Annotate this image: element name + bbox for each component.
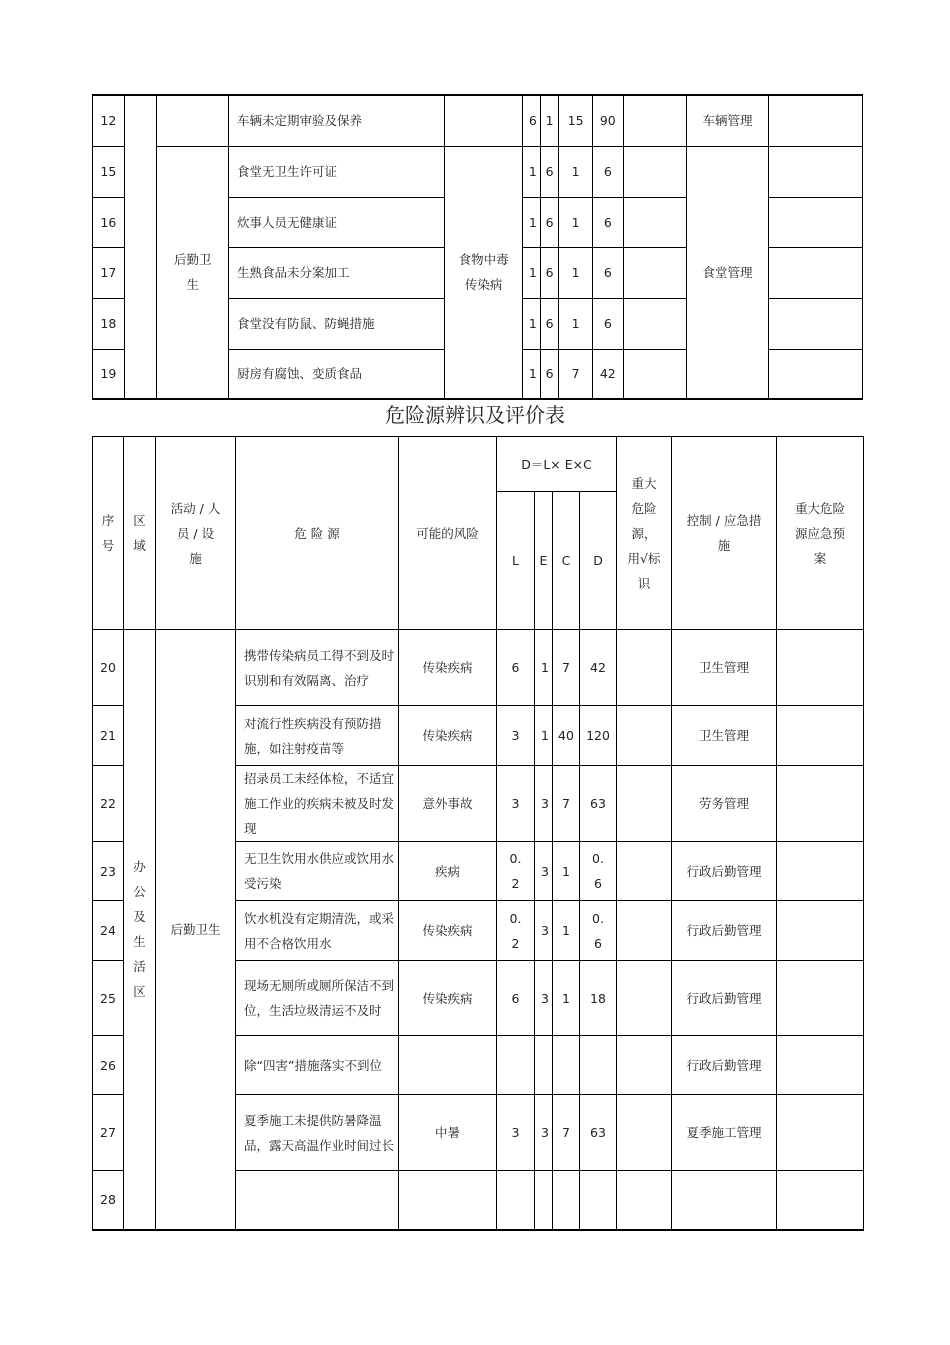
l-value: 6	[497, 961, 535, 1036]
header-control: 控制 / 应急措施	[672, 437, 777, 630]
hazard-cell: 现场无厕所或厕所保洁不到位，生活垃圾清运不及时	[236, 961, 399, 1036]
row-number: 26	[93, 1036, 124, 1095]
d-value: 6	[592, 197, 623, 247]
major-mark	[623, 197, 686, 247]
d-value: 90	[592, 95, 623, 146]
d-value: 120	[580, 706, 617, 766]
major-mark	[623, 247, 686, 298]
l-value: 3	[497, 1095, 535, 1171]
major-mark	[617, 842, 672, 901]
hazard-cell: 招录员工未经体检，不适宜施工作业的疾病未被及时发现	[236, 766, 399, 842]
hazard-cell: 生熟食品未分案加工	[228, 247, 444, 298]
row-number: 12	[93, 95, 125, 146]
row-number: 21	[93, 706, 124, 766]
row-number: 17	[93, 247, 125, 298]
plan-cell	[777, 630, 864, 706]
major-mark	[623, 349, 686, 399]
e-value: 3	[535, 1095, 553, 1171]
e-value	[535, 1036, 553, 1095]
control-group-cell: 食堂管理	[687, 146, 769, 399]
major-mark	[617, 630, 672, 706]
l-value	[497, 1036, 535, 1095]
e-value: 6	[540, 298, 558, 349]
header-row	[93, 437, 864, 492]
risk-cell: 传染疾病	[399, 901, 497, 961]
major-mark	[623, 298, 686, 349]
d-value	[580, 1171, 617, 1230]
header-formula: D＝L× E×C	[497, 437, 617, 492]
l-value: 1	[523, 298, 540, 349]
l-value: 1	[523, 247, 540, 298]
row-number: 16	[93, 197, 125, 247]
control-cell: 车辆管理	[687, 95, 769, 146]
header-major: 重大危险源，用√标识	[617, 437, 672, 630]
header-e: E	[535, 492, 553, 630]
plan-cell	[768, 349, 862, 399]
row-number: 23	[93, 842, 124, 901]
hazard-table	[92, 436, 864, 1231]
major-mark	[617, 901, 672, 961]
row-number: 28	[93, 1171, 124, 1230]
l-value	[497, 1171, 535, 1230]
c-value: 1	[559, 298, 593, 349]
header-activity: 活动 / 人员 / 设 施	[156, 437, 236, 630]
c-value: 1	[553, 901, 580, 961]
e-value: 6	[540, 197, 558, 247]
d-value: 63	[580, 766, 617, 842]
table-row	[93, 630, 864, 706]
c-value: 1	[553, 842, 580, 901]
e-value: 1	[540, 95, 558, 146]
row-number: 20	[93, 630, 124, 706]
control-cell: 行政后勤管理	[672, 961, 777, 1036]
plan-cell	[777, 1036, 864, 1095]
risk-cell: 传染疾病	[399, 706, 497, 766]
major-mark	[617, 1095, 672, 1171]
plan-cell	[777, 901, 864, 961]
major-mark	[617, 766, 672, 842]
l-value: 3	[497, 706, 535, 766]
header-d: D	[580, 492, 617, 630]
c-value	[553, 1036, 580, 1095]
header-area: 区域	[124, 437, 156, 630]
l-value: 3	[497, 766, 535, 842]
l-value: 6	[497, 630, 535, 706]
major-mark	[617, 1036, 672, 1095]
row-number: 27	[93, 1095, 124, 1171]
e-value: 3	[535, 842, 553, 901]
header-plan: 重大危险源应急预案	[777, 437, 864, 630]
d-value: 42	[580, 630, 617, 706]
plan-cell	[768, 146, 862, 197]
control-cell: 劳务管理	[672, 766, 777, 842]
area-cell	[124, 95, 157, 399]
hazard-cell: 无卫生饮用水供应或饮用水受污染	[236, 842, 399, 901]
l-value: 1	[523, 197, 540, 247]
major-mark	[617, 961, 672, 1036]
hazard-cell: 炊事人员无健康证	[228, 197, 444, 247]
row-number: 25	[93, 961, 124, 1036]
risk-cell: 意外事故	[399, 766, 497, 842]
plan-cell	[777, 1095, 864, 1171]
e-value: 3	[535, 766, 553, 842]
header-c: C	[553, 492, 580, 630]
header-hazard: 危 险 源	[236, 437, 399, 630]
plan-cell	[777, 842, 864, 901]
l-value: 0.2	[497, 901, 535, 961]
hazard-cell: 除“四害”措施落实不到位	[236, 1036, 399, 1095]
activity-group-cell: 后勤卫生	[156, 630, 236, 1230]
d-value: 63	[580, 1095, 617, 1171]
d-value: 6	[592, 146, 623, 197]
d-value: 42	[592, 349, 623, 399]
e-value	[535, 1171, 553, 1230]
row-number: 24	[93, 901, 124, 961]
top-table	[92, 94, 863, 400]
e-value: 3	[535, 901, 553, 961]
d-value: 0.6	[580, 901, 617, 961]
c-value: 7	[559, 349, 593, 399]
c-value: 1	[553, 961, 580, 1036]
l-value: 6	[523, 95, 540, 146]
major-mark	[617, 1171, 672, 1230]
plan-cell	[768, 197, 862, 247]
row-number: 15	[93, 146, 125, 197]
hazard-cell	[236, 1171, 399, 1230]
hazard-cell: 食堂无卫生许可证	[228, 146, 444, 197]
control-cell: 卫生管理	[672, 706, 777, 766]
hazard-cell: 携带传染病员工得不到及时识别和有效隔离、治疗	[236, 630, 399, 706]
l-value: 1	[523, 146, 540, 197]
control-cell: 行政后勤管理	[672, 842, 777, 901]
c-value	[553, 1171, 580, 1230]
table-row	[93, 95, 863, 146]
plan-cell	[768, 298, 862, 349]
row-number: 19	[93, 349, 125, 399]
c-value: 1	[559, 197, 593, 247]
c-value: 1	[559, 146, 593, 197]
header-risk: 可能的风险	[399, 437, 497, 630]
e-value: 6	[540, 247, 558, 298]
header-l: L	[497, 492, 535, 630]
risk-cell	[399, 1171, 497, 1230]
e-value: 6	[540, 146, 558, 197]
d-value: 0.6	[580, 842, 617, 901]
plan-cell	[777, 766, 864, 842]
risk-cell	[399, 1036, 497, 1095]
hazard-cell: 食堂没有防鼠、防蝇措施	[228, 298, 444, 349]
hazard-cell: 饮水机没有定期清洗，或采用不合格饮用水	[236, 901, 399, 961]
control-cell: 行政后勤管理	[672, 901, 777, 961]
l-value: 0.2	[497, 842, 535, 901]
d-value	[580, 1036, 617, 1095]
control-cell: 夏季施工管理	[672, 1095, 777, 1171]
hazard-cell: 厨房有腐蚀、变质食品	[228, 349, 444, 399]
c-value: 7	[553, 630, 580, 706]
risk-cell	[444, 95, 523, 146]
hazard-cell: 对流行性疾病没有预防措施，如注射疫苗等	[236, 706, 399, 766]
page-title: 危险源辨识及评价表	[385, 403, 565, 427]
major-mark	[617, 706, 672, 766]
control-cell	[672, 1171, 777, 1230]
d-value: 18	[580, 961, 617, 1036]
c-value: 1	[559, 247, 593, 298]
table-row	[93, 146, 863, 197]
major-mark	[623, 146, 686, 197]
e-value: 1	[535, 630, 553, 706]
plan-cell	[777, 961, 864, 1036]
hazard-cell: 夏季施工未提供防暑降温品，露天高温作业时间过长	[236, 1095, 399, 1171]
plan-cell	[777, 1171, 864, 1230]
plan-cell	[777, 706, 864, 766]
c-value: 7	[553, 766, 580, 842]
risk-cell: 传染疾病	[399, 961, 497, 1036]
control-cell: 卫生管理	[672, 630, 777, 706]
e-value: 1	[535, 706, 553, 766]
row-number: 22	[93, 766, 124, 842]
hazard-cell: 车辆未定期审验及保养	[228, 95, 444, 146]
control-cell: 行政后勤管理	[672, 1036, 777, 1095]
risk-group-cell: 食物中毒传染病	[444, 146, 523, 399]
major-mark	[623, 95, 686, 146]
header-no: 序号	[93, 437, 124, 630]
e-value: 6	[540, 349, 558, 399]
plan-cell	[768, 247, 862, 298]
area-group-cell: 办公及生活区	[124, 630, 156, 1230]
c-value: 7	[553, 1095, 580, 1171]
activity-group-cell: 后勤卫生	[157, 146, 229, 399]
e-value: 3	[535, 961, 553, 1036]
risk-cell: 中暑	[399, 1095, 497, 1171]
risk-cell: 传染疾病	[399, 630, 497, 706]
c-value: 40	[553, 706, 580, 766]
d-value: 6	[592, 247, 623, 298]
d-value: 6	[592, 298, 623, 349]
risk-cell: 疾病	[399, 842, 497, 901]
plan-cell	[768, 95, 862, 146]
activity-cell	[157, 95, 229, 146]
c-value: 15	[559, 95, 593, 146]
row-number: 18	[93, 298, 125, 349]
l-value: 1	[523, 349, 540, 399]
